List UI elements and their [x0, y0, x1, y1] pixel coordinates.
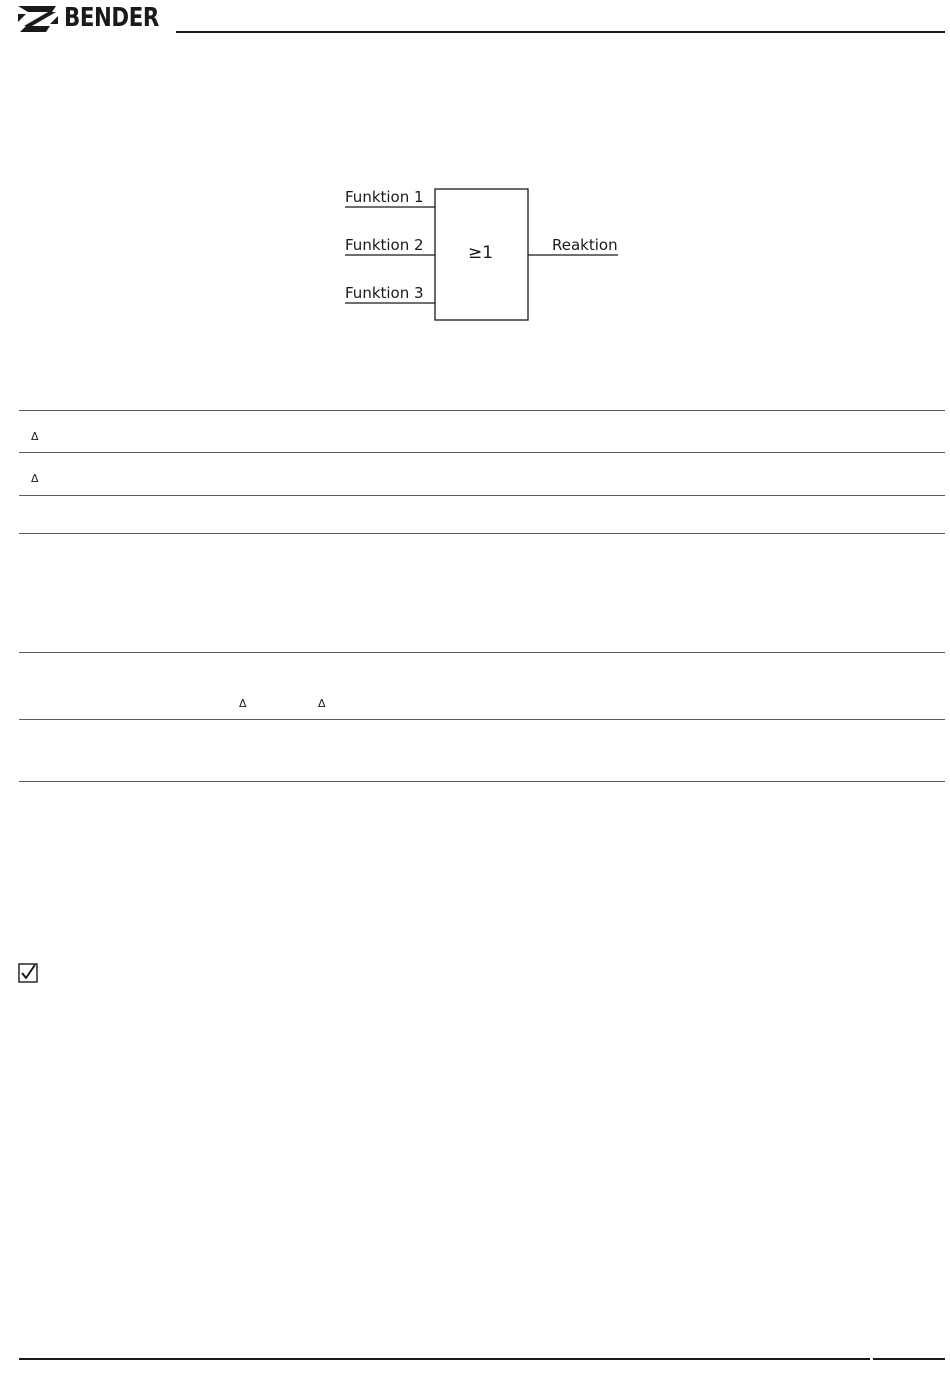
output-label: Reaktion: [552, 236, 618, 254]
delta-symbol: Δ: [239, 697, 247, 710]
checked-checkbox-icon: [18, 963, 38, 983]
table-rule: [19, 533, 945, 534]
table-rule: [19, 781, 945, 782]
input-label-3: Funktion 3: [345, 284, 424, 302]
table-rule: [19, 495, 945, 496]
input-label-2: Funktion 2: [345, 236, 424, 254]
gate-label: ≥1: [468, 243, 494, 263]
table-rule: [19, 452, 945, 453]
table-rule: [19, 652, 945, 653]
logo-text: BENDER: [64, 3, 159, 33]
or-gate-diagram: [0, 0, 950, 400]
delta-symbol: Δ: [318, 697, 326, 710]
footer-rule-gap: [870, 1357, 873, 1361]
input-label-1: Funktion 1: [345, 188, 424, 206]
table-rule: [19, 719, 945, 720]
delta-symbol: Δ: [31, 430, 39, 443]
footer-rule: [19, 1358, 945, 1360]
table-rule: [19, 410, 945, 411]
delta-symbol: Δ: [31, 472, 39, 485]
